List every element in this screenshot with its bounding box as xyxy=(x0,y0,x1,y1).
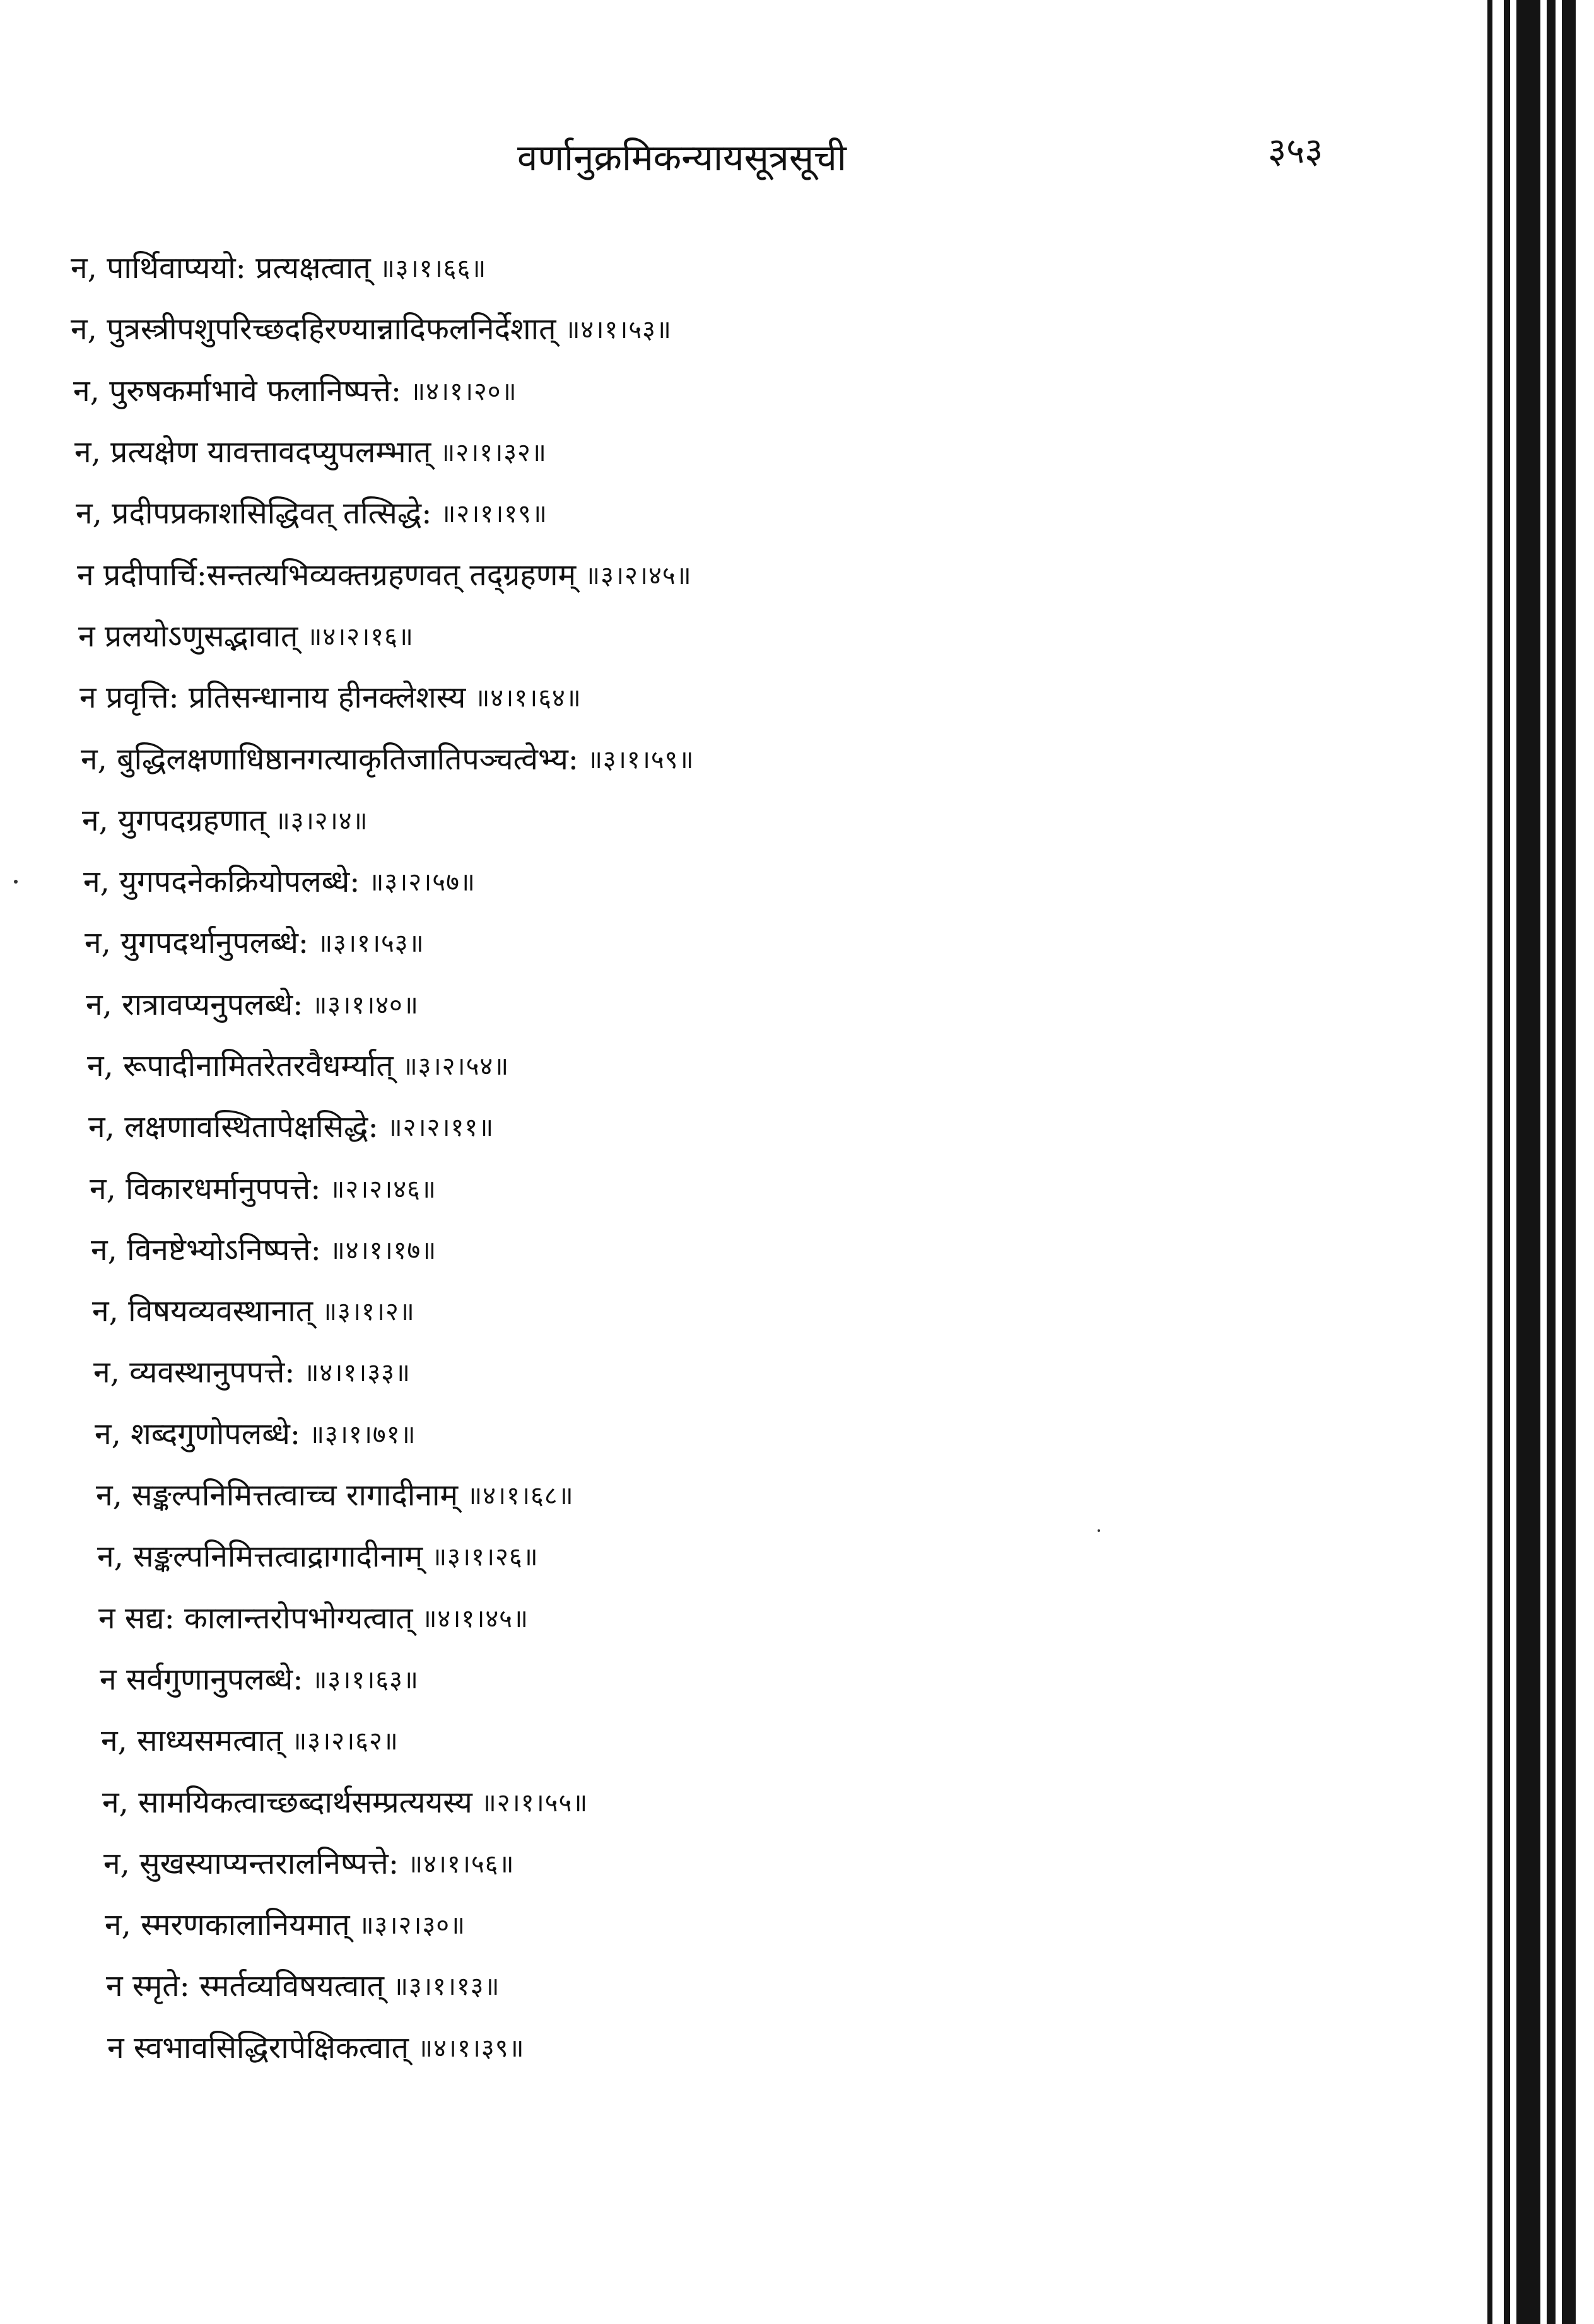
sutra-reference: ॥३।१।७१॥ xyxy=(309,1420,416,1449)
sutra-reference: ॥३।१।५३॥ xyxy=(317,929,425,959)
list-item xyxy=(0,1709,1438,1770)
sutra-text: न, युगपदग्रहणात् xyxy=(82,802,266,838)
sutra-text: न, व्यवस्थानुपपत्ते: xyxy=(93,1355,295,1391)
list-item xyxy=(0,1218,1438,1280)
list-item xyxy=(0,1954,1438,2016)
sutra-index-list xyxy=(0,236,1438,2077)
sutra-reference: ॥३।२।४॥ xyxy=(274,806,368,836)
sutra-reference: ॥२।२।११॥ xyxy=(387,1113,495,1143)
sutra-reference: ॥२।१।५५॥ xyxy=(481,1788,589,1818)
list-item xyxy=(0,1832,1438,1893)
sutra-text: न, विषयव्यवस्थानात् xyxy=(92,1293,314,1329)
sutra-text: न, रात्रावप्यनुपलब्धे: xyxy=(86,986,303,1022)
list-item xyxy=(0,2016,1438,2077)
sutra-text: न, शब्दगुणोपलब्धे: xyxy=(95,1416,301,1452)
sutra-reference: ॥४।१।५६॥ xyxy=(407,1849,515,1879)
sutra-text: न, सुखस्याप्यन्तरालनिष्पत्ते: xyxy=(103,1845,399,1881)
list-item xyxy=(0,1403,1438,1464)
list-item xyxy=(0,605,1438,666)
sutra-reference: ॥४।१।३९॥ xyxy=(418,2033,525,2063)
sutra-text: न प्रवृत्ति: प्रतिसन्धानाय हीनक्लेशस्य xyxy=(79,680,466,716)
sutra-text: न प्रदीपार्चि:सन्तत्यभिव्यक्तग्रहणवत् तद्ग्रहणम् xyxy=(77,557,577,593)
sutra-reference: ॥३।१।५९॥ xyxy=(587,745,694,774)
list-item xyxy=(0,1648,1438,1709)
sutra-text: न, बुद्धिलक्षणाधिष्ठानगत्याकृतिजातिपञ्चत्वेभ्य: xyxy=(81,741,578,777)
list-item xyxy=(0,1464,1438,1525)
sutra-reference: ॥३।२।६२॥ xyxy=(291,1727,399,1756)
sutra-reference: ॥३।२।५४॥ xyxy=(402,1052,510,1081)
list-item xyxy=(0,1893,1438,1954)
sutra-text: न स्वभावसिद्धिरापेक्षिकत्वात् xyxy=(107,2029,409,2065)
list-item xyxy=(0,1525,1438,1586)
sutra-reference: ॥३।१।६३॥ xyxy=(312,1665,419,1695)
book-binding-edge xyxy=(1547,0,1556,2324)
sutra-text: न सद्य: कालान्तरोपभोग्यत्वात् xyxy=(98,1600,413,1636)
sutra-text: न, प्रदीपप्रकाशसिद्धिवत् तत्सिद्धे: xyxy=(76,496,432,532)
sutra-reference: ॥४।१।१७॥ xyxy=(329,1235,437,1265)
sutra-text: न, स्मरणकालानियमात् xyxy=(105,1907,350,1943)
sutra-reference: ॥३।१।४०॥ xyxy=(312,990,419,1020)
sutra-text: न, पुत्रस्त्रीपशुपरिच्छदहिरण्यान्नादिफलनिर्देशात् xyxy=(71,312,556,347)
sutra-text: न, प्रत्यक्षेण यावत्तावदप्युपलम्भात् xyxy=(74,435,431,470)
list-item xyxy=(0,482,1438,543)
sutra-reference: ॥४।१।२०॥ xyxy=(410,377,517,406)
list-item xyxy=(0,421,1438,482)
sutra-text: न, पुरुषकर्माभावे फलानिष्पत्ते: xyxy=(73,373,402,409)
list-item xyxy=(0,236,1438,298)
book-binding-edge xyxy=(1487,0,1492,2324)
sutra-reference: ॥३।२।४५॥ xyxy=(585,561,692,590)
sutra-reference: ॥४।१।५३॥ xyxy=(565,315,672,345)
sutra-text: न स्मृते: स्मर्तव्यविषयत्वात् xyxy=(106,1968,384,2004)
sutra-text: न, युगपदनेकक्रियोपलब्धे: xyxy=(83,864,360,900)
sutra-reference: ॥२।१।३२॥ xyxy=(440,438,547,468)
sutra-reference: ॥३।२।३०॥ xyxy=(358,1911,466,1941)
sutra-reference: ॥२।१।१९॥ xyxy=(440,499,548,529)
list-item xyxy=(0,911,1438,972)
sutra-reference: ॥३।१।२६॥ xyxy=(431,1543,539,1572)
sutra-text: न, विनष्टेभ्योऽनिष्पत्ते: xyxy=(91,1232,321,1268)
list-item xyxy=(0,1587,1438,1648)
scan-speck xyxy=(1098,1529,1100,1532)
list-item xyxy=(0,359,1438,421)
list-item xyxy=(0,850,1438,911)
sutra-text: न, रूपादीनामितरेतरवैधर्म्यात् xyxy=(87,1048,394,1083)
list-item xyxy=(0,789,1438,850)
sutra-text: न, लक्षणावस्थितापेक्षसिद्धे: xyxy=(88,1109,378,1145)
list-item xyxy=(0,973,1438,1034)
sutra-reference: ॥३।२।५७॥ xyxy=(368,868,476,897)
book-binding-edge xyxy=(1516,0,1540,2324)
sutra-text: न सर्वगुणानुपलब्धे: xyxy=(100,1661,303,1697)
sutra-reference: ॥४।१।४५॥ xyxy=(421,1604,529,1633)
list-item xyxy=(0,1280,1438,1341)
list-item xyxy=(0,1095,1438,1157)
list-item xyxy=(0,666,1438,727)
sutra-text: न, पार्थिवाप्ययो: प्रत्यक्षत्वात् xyxy=(71,250,371,286)
sutra-reference: ॥३।१।६६॥ xyxy=(379,254,487,284)
sutra-reference: ॥४।१।३३॥ xyxy=(303,1358,411,1388)
sutra-reference: ॥३।१।२॥ xyxy=(322,1297,415,1327)
sutra-text: न, विकारधर्मानुपपत्ते: xyxy=(90,1171,321,1206)
sutra-reference: ॥४।१।६८॥ xyxy=(467,1481,574,1511)
sutra-reference: ॥४।२।१६॥ xyxy=(307,622,414,651)
page-title: वर्णानुक्रमिकन्यायसूत्रसूची xyxy=(517,136,847,179)
sutra-reference: ॥४।१।६४॥ xyxy=(474,684,582,713)
sutra-text: न, सामयिकत्वाच्छब्दार्थसम्प्रत्ययस्य xyxy=(102,1784,472,1820)
book-binding-edge xyxy=(1504,0,1510,2324)
sutra-text: न, सङ्कल्पनिमित्तत्वाच्च रागादीनाम् xyxy=(96,1478,459,1514)
list-item xyxy=(0,1770,1438,1831)
sutra-reference: ॥३।१।१३॥ xyxy=(392,1972,500,2002)
page-number: ३५३ xyxy=(1268,131,1323,172)
scan-speck xyxy=(14,880,18,884)
sutra-text: न प्रलयोऽणुसद्भावात् xyxy=(78,618,298,654)
list-item xyxy=(0,727,1438,788)
sutra-text: न, साध्यसमत्वात् xyxy=(101,1723,283,1759)
list-item xyxy=(0,1034,1438,1095)
sutra-text: न, युगपदर्थानुपलब्धे: xyxy=(85,925,309,961)
list-item xyxy=(0,1341,1438,1402)
sutra-reference: ॥२।२।४६॥ xyxy=(329,1174,437,1204)
list-item xyxy=(0,298,1438,359)
sutra-text: न, सङ्कल्पनिमित्तत्वाद्रागादीनाम् xyxy=(97,1539,423,1575)
list-item xyxy=(0,543,1438,604)
book-binding-edge xyxy=(1562,0,1576,2324)
list-item xyxy=(0,1157,1438,1218)
